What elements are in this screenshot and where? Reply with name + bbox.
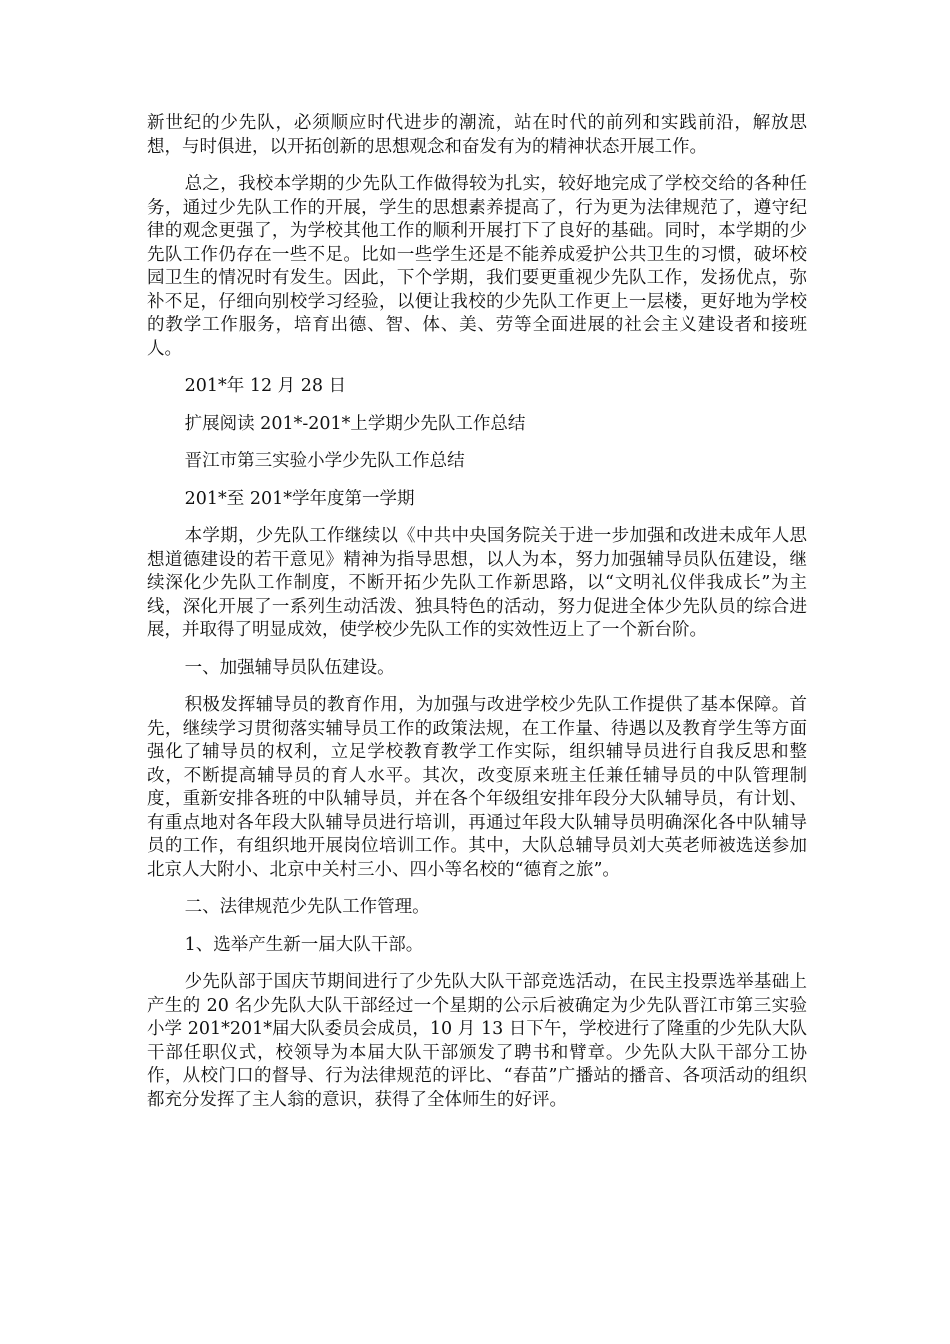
extended-reading-heading: 扩展阅读 201*-201*上学期少先队工作总结	[184, 413, 526, 434]
paragraph: 积极发挥辅导员的教育作用，为加强与改进学校少先队工作提供了基本保障。首先，继续学习贯彻落实辅导员工作的政策法规，在工作量、待遇以及教育学生等方面强化了辅导员的权利，立足学校教育教学工作实际，组织辅导员进行自我反思和整改，不断提高辅导员的育人水平。其次，改变原来班主任兼任辅导员的中队管理制度，重新安排各班的中队辅导员，并在各个年级组安排年段分大队辅导员，有计划、有重点地对各年段大队辅导员进行培训，再通过年段大队辅导员明确深化各中队辅导员的工作，有组织地开展岗位培训工作。其中，大队总辅导员刘大英老师被选送参加北京人大附小、北京中关村三小、四小等名校的“德育之旅”。	[147, 695, 807, 880]
document-body	[147, 112, 807, 1126]
term-line: 201*至 201*学年度第一学期	[184, 488, 415, 509]
section-heading: 一、加强辅导员队伍建设。	[184, 657, 395, 678]
report-title: 晋江市第三实验小学少先队工作总结	[184, 451, 465, 471]
paragraph: 少先队部于国庆节期间进行了少先队大队干部竞选活动，在民主投票选举基础上产生的 20 名少先队大队干部经过一个星期的公示后被确定为少先队晋江市第三实验小学 201*201*届大队委员会成员，10 月 13 日下午，学校进行了隆重的少先队大队干部任职仪式，校领导为本届大队干部颁发了聘书和臂章。少先队大队干部分工协作，从校门口的督导、行为法律规范的评比、“春苗”广播站的播音、各项活动的组织都充分发挥了主人翁的意识，获得了全体师生的好评。	[147, 972, 807, 1110]
paragraph: 本学期，少先队工作继续以《中共中央国务院关于进一步加强和改进未成年人思想道德建设的若干意见》精神为指导思想，以人为本，努力加强辅导员队伍建设，继续深化少先队工作制度，不断开拓少先队工作新思路，以“文明礼仪伴我成长”为主线，深化开展了一系列生动活泼、独具特色的活动，努力促进全体少先队员的综合进展，并取得了明显成效，使学校少先队工作的实效性迈上了一个新台阶。	[147, 526, 807, 640]
section-heading: 二、法律规范少先队工作管理。	[184, 897, 430, 917]
paragraph: 总之，我校本学期的少先队工作做得较为扎实，较好地完成了学校交给的各种任务，通过少先队工作的开展，学生的思想素养提高了，行为更为法律规范了，遵守纪律的观念更强了，为学校其他工作的顺利开展打下了良好的基础。同时，本学期的少先队工作仍存在一些不足。比如一些学生还是不能养成爱护公共卫生的习惯，破坏校园卫生的情况时有发生。因此，下个学期，我们要更重视少先队工作，发扬优点，弥补不足，仔细向别校学习经验，以便让我校的少先队工作更上一层楼，更好地为学校的教学工作服务，培育出德、智、体、美、劳等全面进展的社会主义建设者和接班人。	[147, 174, 807, 359]
subsection-heading: 1、选举产生新一届大队干部。	[184, 934, 424, 955]
paragraph: 新世纪的少先队，必须顺应时代进步的潮流，站在时代的前列和实践前沿，解放思想，与时俱进，以开拓创新的思想观念和奋发有为的精神状态开展工作。	[147, 113, 807, 157]
date-line: 201*年 12 月 28 日	[184, 376, 347, 396]
